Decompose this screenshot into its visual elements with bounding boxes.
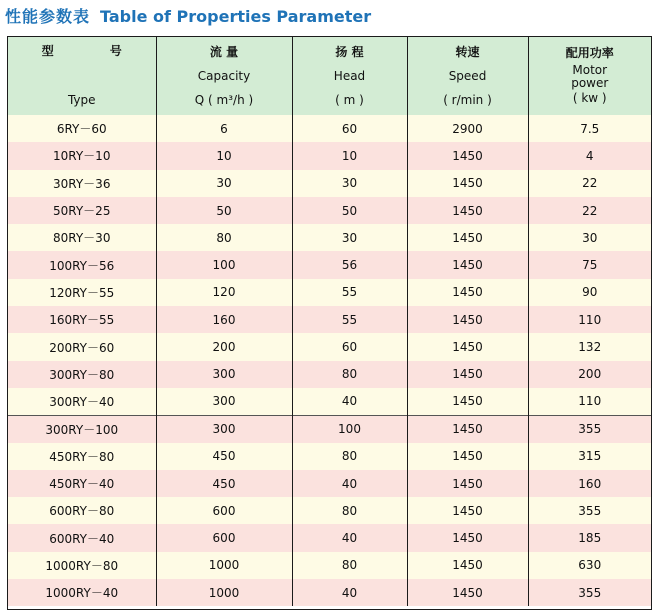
header-capacity-en: Capacity: [197, 68, 251, 83]
cell-capacity: 160: [156, 306, 292, 333]
table-row: [8, 470, 651, 497]
table-row: [8, 415, 651, 442]
cell-type: 200RY－60: [8, 333, 156, 360]
cell-motor-power: 355: [578, 585, 602, 600]
cell-type: 1000RY－40: [8, 579, 156, 606]
cell-motor-power: 160: [578, 476, 602, 491]
cell-capacity: 100: [156, 251, 292, 278]
header-head-unit: ( m ): [335, 92, 364, 107]
header-type-zh: 型 号: [41, 44, 144, 58]
cell-motor-power: 630: [578, 558, 602, 573]
cell-speed: 1450: [407, 197, 528, 224]
table-row: [8, 361, 651, 388]
cell-capacity: 1000: [156, 552, 292, 579]
cell-speed: 1450: [407, 579, 528, 606]
cell-motor-power: 22: [582, 176, 598, 191]
cell-type: 30RY－36: [8, 170, 156, 197]
table-row: [8, 579, 651, 606]
header-speed-zh: 转速: [455, 44, 480, 59]
table-row: [8, 497, 651, 524]
header-head-zh: 扬 程: [335, 44, 364, 59]
cell-head: 80: [292, 443, 407, 470]
header-head: [292, 37, 407, 115]
cell-speed: 1450: [407, 415, 528, 442]
header-motor-power: [528, 37, 651, 115]
cell-capacity: 600: [156, 497, 292, 524]
cell-head: 30: [292, 170, 407, 197]
cell-speed: 1450: [407, 251, 528, 278]
cell-motor-power: 315: [578, 449, 602, 464]
cell-motor-power: 22: [582, 203, 598, 218]
cell-type: 120RY－55: [8, 279, 156, 306]
cell-type: 160RY－55: [8, 306, 156, 333]
cell-speed: 1450: [407, 224, 528, 251]
cell-type: 300RY－80: [8, 361, 156, 388]
header-type-en: Type: [67, 93, 96, 107]
table-row: [8, 115, 651, 142]
cell-head: 60: [292, 115, 407, 142]
header-speed-en: Speed: [448, 68, 487, 83]
header-capacity-zh: 流 量: [209, 44, 239, 59]
cell-head: 40: [292, 524, 407, 551]
cell-type: 600RY－80: [8, 497, 156, 524]
table-row: [8, 524, 651, 551]
cell-head: 55: [292, 279, 407, 306]
cell-speed: 1450: [407, 142, 528, 169]
cell-head: 100: [292, 415, 407, 442]
table-row: [8, 142, 651, 169]
cell-speed: 1450: [407, 361, 528, 388]
title-chinese: 性能参数表: [5, 7, 91, 26]
cell-type: 1000RY－80: [8, 552, 156, 579]
cell-head: 40: [292, 470, 407, 497]
cell-type: 6RY－60: [8, 115, 156, 142]
table-row: [8, 279, 651, 306]
cell-motor-power: 355: [578, 503, 602, 518]
cell-type: 300RY－40: [8, 388, 156, 415]
cell-capacity: 30: [156, 170, 292, 197]
cell-type: 80RY－30: [8, 224, 156, 251]
cell-head: 10: [292, 142, 407, 169]
properties-table-frame: [7, 36, 652, 610]
table-body: [8, 115, 651, 606]
cell-head: 55: [292, 306, 407, 333]
header-capacity: [156, 37, 292, 115]
table-row: [8, 552, 651, 579]
cell-speed: 1450: [407, 170, 528, 197]
cell-motor-power: 4: [585, 148, 594, 163]
cell-motor-power: 185: [578, 531, 602, 546]
cell-type: 300RY－100: [8, 415, 156, 442]
cell-capacity: 450: [156, 470, 292, 497]
cell-speed: 1450: [407, 497, 528, 524]
cell-type: 50RY－25: [8, 197, 156, 224]
cell-motor-power: 132: [578, 340, 602, 355]
cell-speed: 1450: [407, 333, 528, 360]
cell-head: 40: [292, 388, 407, 415]
header-motor-zh: 配用功率: [565, 46, 614, 60]
header-type: [8, 37, 156, 115]
cell-motor-power: 110: [578, 394, 602, 409]
cell-head: 56: [292, 251, 407, 278]
table-row: [8, 224, 651, 251]
cell-speed: 1450: [407, 388, 528, 415]
cell-motor-power: 355: [528, 415, 651, 442]
cell-motor-power: 90: [582, 285, 598, 300]
cell-capacity: 450: [156, 443, 292, 470]
cell-speed: 1450: [407, 279, 528, 306]
cell-speed: 1450: [407, 470, 528, 497]
cell-capacity: 10: [156, 142, 292, 169]
table-row: [8, 443, 651, 470]
cell-capacity: 200: [156, 333, 292, 360]
cell-head: 60: [292, 333, 407, 360]
cell-type: 10RY－10: [8, 142, 156, 169]
cell-capacity: 120: [156, 279, 292, 306]
header-speed: [407, 37, 528, 115]
cell-speed: 1450: [407, 443, 528, 470]
cell-head: 40: [292, 579, 407, 606]
cell-capacity: 300: [156, 361, 292, 388]
table-header-row: [8, 37, 651, 115]
cell-motor-power: 7.5: [580, 121, 600, 136]
title-english: Table of Properties Parameter: [100, 7, 372, 26]
cell-motor-power: 75: [582, 258, 598, 273]
cell-type: 450RY－40: [8, 470, 156, 497]
cell-speed: 1450: [407, 552, 528, 579]
cell-capacity: 80: [156, 224, 292, 251]
table-row: [8, 251, 651, 278]
table-row: [8, 197, 651, 224]
cell-head: 30: [292, 224, 407, 251]
cell-head: 80: [292, 361, 407, 388]
properties-table: [8, 37, 651, 606]
table-row: [8, 170, 651, 197]
header-motor-unit: ( kw ): [572, 91, 607, 105]
cell-capacity: 600: [156, 524, 292, 551]
cell-head: 80: [292, 552, 407, 579]
table-row: [8, 333, 651, 360]
header-motor-en: Motor power: [571, 63, 609, 90]
header-head-en: Head: [333, 68, 366, 83]
cell-capacity: 300: [156, 415, 292, 442]
cell-type: 450RY－80: [8, 443, 156, 470]
cell-motor-power: 200: [578, 367, 602, 382]
cell-speed: 1450: [407, 524, 528, 551]
cell-capacity: 50: [156, 197, 292, 224]
header-capacity-unit: Q ( m³/h ): [194, 92, 254, 107]
cell-capacity: 6: [156, 115, 292, 142]
header-speed-unit: ( r/min ): [443, 92, 492, 107]
cell-capacity: 300: [156, 388, 292, 415]
cell-capacity: 1000: [156, 579, 292, 606]
table-row: [8, 306, 651, 333]
cell-type: 600RY－40: [8, 524, 156, 551]
cell-speed: 2900: [407, 115, 528, 142]
cell-speed: 1450: [407, 306, 528, 333]
page-title: [5, 4, 371, 30]
cell-head: 50: [292, 197, 407, 224]
cell-type: 100RY－56: [8, 251, 156, 278]
cell-motor-power: 30: [582, 230, 598, 245]
cell-head: 80: [292, 497, 407, 524]
table-row: [8, 388, 651, 415]
cell-motor-power: 110: [578, 312, 602, 327]
